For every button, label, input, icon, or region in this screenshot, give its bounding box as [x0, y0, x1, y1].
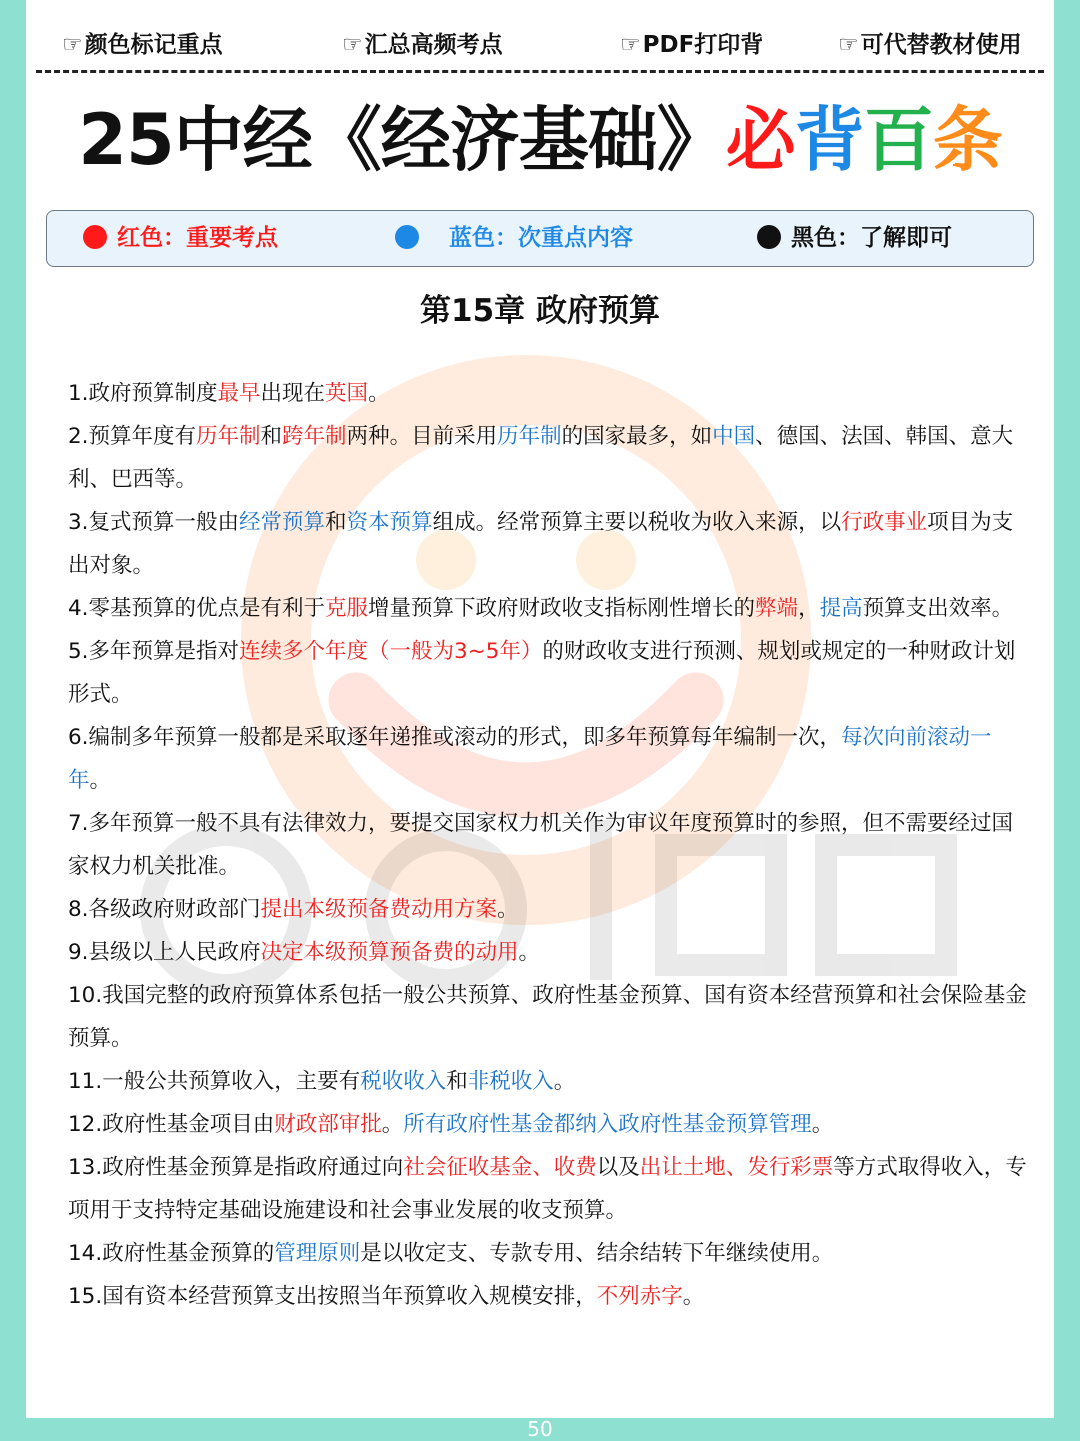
item-text: 等方式取得收入，专项用于支持特定基础设施建设和社会事业发展的收支预算。	[68, 1155, 1027, 1223]
list-item	[68, 888, 1034, 931]
item-text: 14.政府性基金预算的	[68, 1241, 275, 1266]
item-text: 2.预算年度有	[68, 424, 197, 449]
item-text: 7.多年预算一般不具有法律效力，要提交国家权力机关作为审议年度预算时的参照，但不需要经过国家权力机关批准。	[68, 811, 1014, 879]
item-text: 以及	[596, 1155, 640, 1180]
list-item	[68, 974, 1034, 1060]
item-text: 。	[89, 768, 112, 793]
highlight-important: 决定本级预算预备费的动用	[260, 940, 519, 965]
item-text: 5.多年预算是指对	[68, 639, 240, 664]
highlight-secondary: 提高	[819, 596, 863, 621]
item-text: 是以收定支、专款专用、结余结转下年继续使用。	[360, 1241, 834, 1266]
list-item	[68, 716, 1034, 802]
list-item	[68, 802, 1034, 888]
highlight-secondary: 资本预算	[346, 510, 433, 535]
item-text: 两种。目前采用	[346, 424, 498, 449]
highlight-important: 跨年制	[282, 424, 347, 449]
list-item	[68, 1146, 1034, 1232]
red-dot-icon	[83, 225, 107, 249]
content-list	[68, 372, 1034, 1318]
list-item	[68, 1232, 1034, 1275]
list-item	[68, 415, 1034, 501]
highlight-secondary: 所有政府性基金都纳入政府性基金预算管理	[403, 1112, 812, 1137]
item-text: 12.政府性基金项目由	[68, 1112, 275, 1137]
pointing-hand-icon: ☞	[838, 32, 859, 58]
list-item	[68, 501, 1034, 587]
highlight-secondary: 每次向前滚动一年	[68, 725, 992, 793]
item-text: 13.政府性基金预算是指政府通过向	[68, 1155, 404, 1180]
feature-item	[342, 26, 503, 59]
feature-label: 可代替教材使用	[860, 32, 1022, 58]
dashed-divider	[36, 70, 1044, 73]
highlight-important: 克服	[325, 596, 369, 621]
title-char-bai: 百	[863, 99, 933, 181]
item-text: 。	[682, 1284, 705, 1309]
legend-item-red	[83, 211, 278, 266]
highlight-important: 最早	[217, 381, 261, 406]
item-text: 、德国、法国、韩国、意大利、巴西等。	[68, 424, 1014, 492]
title-char-bi: 必	[725, 99, 795, 181]
highlight-important: 弊端	[755, 596, 799, 621]
item-text: 和	[260, 424, 283, 449]
highlight-important: 财政部审批	[274, 1112, 382, 1137]
blue-dot-icon	[395, 225, 419, 249]
legend-item-black	[757, 211, 952, 266]
feature-label: 颜色标记重点	[84, 32, 223, 58]
item-text: 和	[325, 510, 347, 535]
legend-item-blue	[395, 211, 633, 266]
feature-item	[62, 26, 223, 59]
feature-item	[838, 26, 1022, 59]
item-text: 出现在	[260, 381, 326, 406]
item-text: 。	[553, 1069, 576, 1094]
color-legend	[46, 210, 1034, 267]
item-text: 组成。经常预算主要以税收为收入来源，以	[432, 510, 842, 535]
item-text: 8.各级政府财政部门	[68, 897, 261, 922]
list-item	[68, 372, 1034, 415]
item-text: 4.零基预算的优点是有利于	[68, 596, 326, 621]
page-sheet	[26, 0, 1054, 1418]
feature-label: PDF打印背	[642, 32, 764, 58]
list-item	[68, 630, 1034, 716]
list-item	[68, 1060, 1034, 1103]
page-number: 50	[527, 1417, 553, 1441]
item-text: 。	[811, 1112, 834, 1137]
pointing-hand-icon: ☞	[620, 32, 641, 58]
item-text: 和	[446, 1069, 468, 1094]
item-text: ，	[798, 596, 820, 621]
highlight-important: 行政事业	[841, 510, 928, 535]
highlight-secondary: 非税收入	[467, 1069, 554, 1094]
title-char-tiao: 条	[932, 99, 1002, 181]
page-title	[26, 92, 1054, 188]
feature-item	[620, 26, 763, 59]
title-main: 25中经《经济基础》	[78, 99, 726, 181]
legend-label: 黑色：了解即可	[791, 225, 952, 251]
item-text: 预算支出效率。	[862, 596, 1014, 621]
item-text: 11.一般公共预算收入，主要有	[68, 1069, 361, 1094]
legend-label: 红色：重要考点	[117, 225, 278, 251]
highlight-secondary: 税收收入	[360, 1069, 447, 1094]
highlight-secondary: 管理原则	[274, 1241, 361, 1266]
highlight-secondary: 经常预算	[239, 510, 326, 535]
item-text: 的财政收支进行预测、规划或规定的一种财政计划形式。	[68, 639, 1016, 707]
pointing-hand-icon: ☞	[342, 32, 363, 58]
legend-label: 蓝色：次重点内容	[449, 225, 633, 251]
item-text: 。	[381, 1112, 404, 1137]
chapter-title: 第15章 政府预算	[420, 293, 660, 329]
feature-bar	[26, 26, 1054, 62]
highlight-important: 历年制	[196, 424, 261, 449]
item-text: 项目为支出对象。	[68, 510, 1014, 578]
highlight-important: 英国	[325, 381, 369, 406]
item-text: 增量预算下政府财政收支指标刚性增长的	[368, 596, 756, 621]
item-text: 。	[497, 897, 519, 922]
highlight-important: 社会征收基金、收费	[403, 1155, 597, 1180]
item-text: 。	[368, 381, 390, 406]
item-text: 1.政府预算制度	[68, 381, 218, 406]
item-text: 15.国有资本经营预算支出按照当年预算收入规模安排，	[68, 1284, 597, 1309]
feature-label: 汇总高频考点	[364, 32, 503, 58]
list-item	[68, 587, 1034, 630]
item-text: 的国家最多，如	[561, 424, 713, 449]
highlight-important: 不列赤字	[596, 1284, 683, 1309]
black-dot-icon	[757, 225, 781, 249]
highlight-important: 出让土地、发行彩票	[639, 1155, 834, 1180]
item-text: 9.县级以上人民政府	[68, 940, 261, 965]
item-text: 10.我国完整的政府预算体系包括一般公共预算、政府性基金预算、国有资本经营预算和社会保险基金预算。	[68, 983, 1027, 1051]
highlight-important: 连续多个年度（一般为3~5年）	[239, 639, 543, 664]
list-item	[68, 931, 1034, 974]
title-char-bei: 背	[794, 99, 864, 181]
highlight-secondary: 历年制	[497, 424, 562, 449]
pointing-hand-icon: ☞	[62, 32, 83, 58]
item-text: 6.编制多年预算一般都是采取逐年递推或滚动的形式，即多年预算每年编制一次，	[68, 725, 842, 750]
item-text: 。	[518, 940, 541, 965]
list-item	[68, 1275, 1034, 1318]
list-item	[68, 1103, 1034, 1146]
item-text: 3.复式预算一般由	[68, 510, 240, 535]
highlight-secondary: 中国	[712, 424, 756, 449]
highlight-important: 提出本级预备费动用方案	[260, 897, 498, 922]
